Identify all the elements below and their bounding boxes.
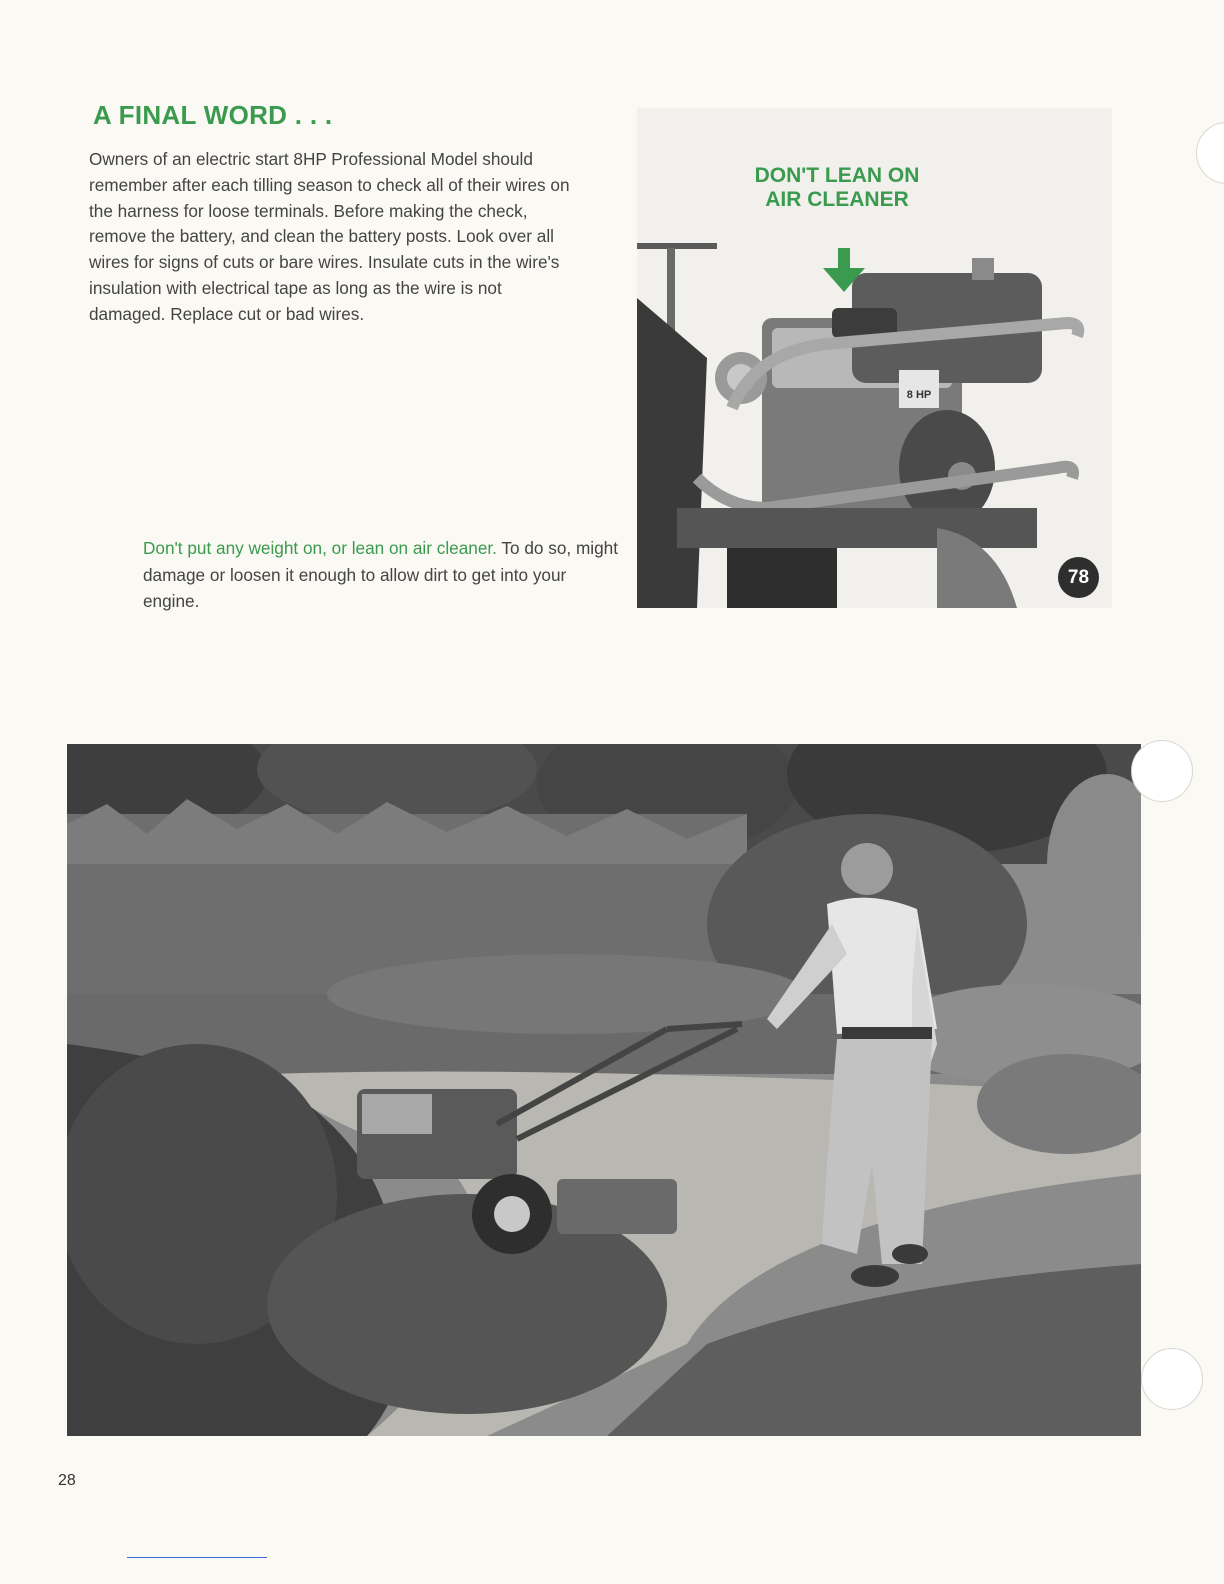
page-number: 28 xyxy=(58,1472,76,1489)
caption-rest: To do so, might damage or loosen it enough to allow dirt to get into your engine. xyxy=(143,538,618,611)
section-heading: A FINAL WORD . . . xyxy=(93,100,333,130)
callout-line-1: DON'T LEAN ON xyxy=(754,164,920,187)
engine-photo xyxy=(637,108,1112,608)
warning-callout xyxy=(637,164,1037,212)
figure-caption xyxy=(143,535,623,615)
callout-line-2: AIR CLEANER xyxy=(765,188,909,211)
garden-scene-illustration xyxy=(67,744,1141,1436)
body-paragraph: Owners of an electric start 8HP Professional Model should remember after each tilling season to check all of their wires on the harness for loose terminals. Before making the check, remove the battery, and clean the battery posts. Look over all wires for signs of cuts or bare wires. Insulate cuts in the wire's insulation with electrical tape as long as the wire is not damaged. Replace cut or bad wires. xyxy=(89,149,570,324)
binder-hole-top xyxy=(1196,122,1224,184)
engine-hp-label: 8 HP xyxy=(906,389,932,401)
footer-rule xyxy=(127,1557,267,1558)
figure-number-badge: 78 xyxy=(1058,557,1099,598)
binder-hole-middle xyxy=(1131,740,1193,802)
garden-tilling-photo xyxy=(67,744,1141,1436)
caption-warning: Don't put any weight on, or lean on air cleaner. xyxy=(143,538,497,558)
binder-hole-bottom xyxy=(1141,1348,1203,1410)
